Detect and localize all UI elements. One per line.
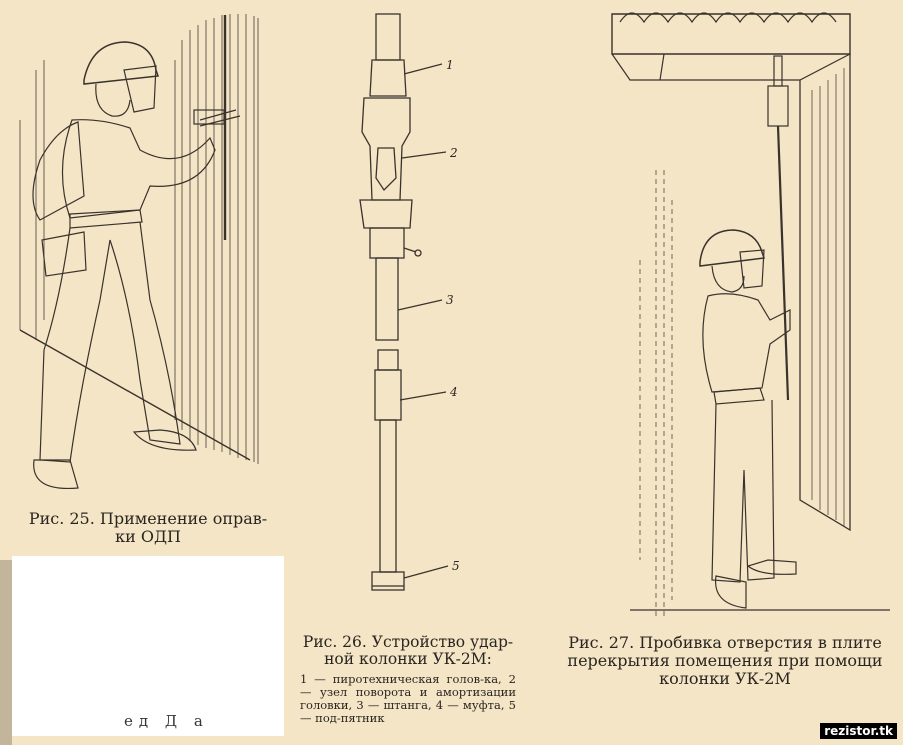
fig27-caption <box>560 634 890 688</box>
scan-margin-shadow <box>0 560 12 745</box>
fig25-caption-line1: Рис. 25. Применение оправ- <box>28 509 268 528</box>
callout-3: 3 <box>446 293 454 307</box>
fig27-caption-line2: перекрытия помещения при помощи <box>567 650 883 670</box>
fig26-illustration <box>360 14 448 590</box>
fig27-caption-line1: Рис. 27. Пробивка отверстия в плите <box>568 633 882 652</box>
fig26-caption-line1: Рис. 26. Устройство удар- <box>302 633 514 651</box>
bleed-through-text: ед Д а <box>124 712 209 730</box>
fig27-illustration <box>612 13 890 620</box>
fig25-caption-line2: ки ОДП <box>115 526 181 546</box>
fig26-legend: 1 — пиротехническая голов-ка, 2 — узел поворота и амортизации головки, 3 — штанга, 4 — муфта, 5 — под-пятник <box>300 671 516 725</box>
watermark: rezistor.tk <box>820 723 897 739</box>
fig26-caption <box>300 634 516 725</box>
callout-5: 5 <box>452 559 460 573</box>
fig27-caption-line3: колонки УК-2М <box>659 668 791 688</box>
fig25-caption <box>22 510 274 546</box>
callout-2: 2 <box>450 146 458 160</box>
callout-1: 1 <box>446 58 454 72</box>
blank-paper-patch <box>12 556 284 736</box>
fig25-illustration <box>20 14 258 488</box>
callout-4: 4 <box>450 385 458 399</box>
fig26-caption-line2: ной колонки УК-2М: <box>324 650 492 669</box>
